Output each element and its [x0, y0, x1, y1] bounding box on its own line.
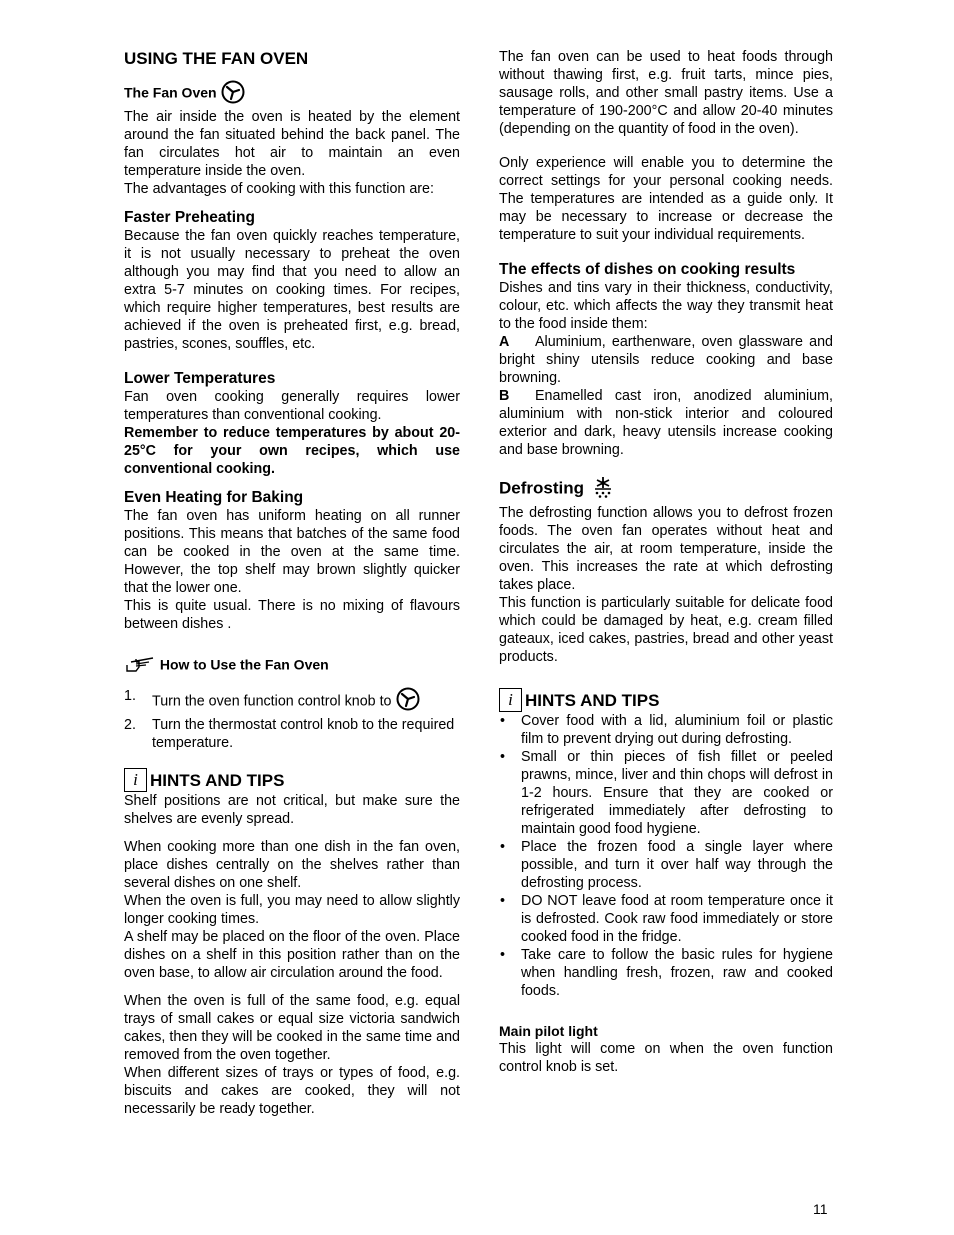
effects-item-b: [499, 387, 833, 459]
hints-paragraph-1: Shelf positions are not critical, but make sure the shelves are evenly spread.: [124, 793, 460, 827]
item-text: Enamelled cast iron, anodized aluminium, aluminium with non-stick interior and coloured exterior and dark, heavy utensils increase cooking and base browning.: [499, 388, 833, 458]
pilot-light-paragraph: This light will come on when the oven function control knob is set.: [499, 1041, 833, 1075]
hints-heading-right: [499, 688, 833, 712]
even-heating-paragraph-1: The fan oven has uniform heating on all runner positions. This means that batches of the same food can be cooked in the oven at the same time. However, the top shelf may brown slightly quicker that the lower one.: [124, 508, 460, 596]
fan-oven-paragraph-2: The advantages of cooking with this function are:: [124, 181, 434, 197]
hints-paragraph-2: When cooking more than one dish in the fan oven, place dishes centrally on the shelves rather than several dishes on one shelf.: [124, 839, 460, 891]
fan-oven-heading: [124, 80, 460, 108]
faster-preheating-heading: Faster Preheating: [124, 209, 255, 226]
fan-symbol-icon: [395, 687, 421, 716]
item-text: Aluminium, earthenware, oven glassware and bright shiny utensils reduce cooking and base browning.: [499, 334, 833, 386]
fan-oven-paragraph-1: The air inside the oven is heated by the element around the fan situated behind the back panel. The fan circulates hot air to maintain an even temperature inside the oven.: [124, 109, 460, 179]
how-to-heading-text: How to Use the Fan Oven: [159, 656, 329, 673]
item-letter: A: [499, 334, 510, 350]
defrost-hints-list: [499, 712, 833, 1000]
defrosting-heading: [499, 475, 833, 504]
how-to-heading: [124, 655, 460, 677]
right-column: [499, 48, 833, 1076]
hints-heading-left: [124, 768, 460, 792]
defrosting-heading-text: Defrosting: [499, 478, 584, 498]
defrosting-paragraph-1: The defrosting function allows you to defrost frozen foods. The oven fan operates without heat and circulates the air, at room temperature, inside the oven. This increases the rate at which defrosting takes place.: [499, 505, 833, 593]
effects-heading: The effects of dishes on cooking results: [499, 261, 796, 278]
even-heating-heading: Even Heating for Baking: [124, 489, 304, 506]
how-to-step: [124, 716, 460, 752]
list-item: • Place the frozen food a single layer where possible, and turn it over half way through the defrosting process.: [499, 838, 833, 892]
hints-paragraph-6: When different sizes of trays or types of food, e.g. biscuits and cakes are cooked, they will not necessarily be ready together.: [124, 1065, 460, 1117]
faster-preheating-paragraph: Because the fan oven quickly reaches temperature, it is not usually necessary to preheat the oven although you may find that you need to allow an extra 5-7 minutes on cooking times. For recipes, which require higher temperatures, best results are achieved if the oven is preheated first, e.g. bread, pastries, scones, souffles, etc.: [124, 228, 460, 352]
list-item: • Cover food with a lid, aluminium foil or plastic film to prevent drying out during defrosting.: [499, 712, 833, 748]
how-to-step: [124, 687, 460, 716]
effects-intro: Dishes and tins vary in their thickness, conductivity, colour, etc. which affects the way they transmit heat to the food inside them:: [499, 280, 833, 332]
hints-paragraph-5: When the oven is full of the same food, e.g. equal trays of small cakes or equal size victoria sandwich cakes, then they will be cooked in the same time and removed from the oven together.: [124, 993, 460, 1063]
step-number: 2.: [124, 717, 136, 733]
hints-title: HINTS AND TIPS: [150, 771, 285, 790]
hints-paragraph-3: When the oven is full, you may need to allow slightly longer cooking times.: [124, 893, 460, 927]
how-to-steps: [124, 687, 460, 752]
hints-title: HINTS AND TIPS: [525, 691, 660, 710]
even-heating-paragraph-2: This is quite usual. There is no mixing of flavours between dishes .: [124, 598, 460, 632]
reheat-paragraph: The fan oven can be used to heat foods through without thawing first, e.g. fruit tarts, mince pies, sausage rolls, and other small pastry items. Use a temperature of 190-200°C and allow 20-40 minutes (depending on the quantity of food in the oven).: [499, 49, 833, 137]
item-letter: B: [499, 388, 510, 404]
lower-temperatures-paragraph: Fan oven cooking generally requires lower temperatures than conventional cooking.: [124, 389, 460, 423]
pointing-hand-icon: [124, 655, 156, 677]
lower-temperatures-heading: Lower Temperatures: [124, 370, 276, 387]
pilot-light-heading: Main pilot light: [499, 1023, 598, 1039]
defrosting-paragraph-2: This function is particularly suitable for delicate food which could be damaged by heat, e.g. cream filled gateaux, iced cakes, pastries, bread and other yeast products.: [499, 595, 833, 665]
lower-temperatures-warning: Remember to reduce temperatures by about 20- 25°C for your own recipes, which use conventional cooking.: [124, 425, 460, 477]
experience-paragraph: Only experience will enable you to determine the correct settings for your personal cooking needs. The temperatures are intended as a guide only. It may be necessary to increase or decrease the temperature to suit your individual requirements.: [499, 155, 833, 243]
hints-paragraph-4: A shelf may be placed on the floor of the oven. Place dishes on a shelf in this position rather than on the oven base, to allow air circulation around the food.: [124, 929, 460, 981]
list-item: • Take care to follow the basic rules for hygiene when handling fresh, frozen, raw and cooked foods.: [499, 946, 833, 1000]
defrost-snowflake-icon: [588, 475, 618, 504]
fan-oven-heading-text: The Fan Oven: [124, 84, 217, 101]
info-icon: i: [499, 688, 522, 712]
list-item: • DO NOT leave food at room temperature once it is defrosted. Cook raw food immediately or store cooked food in the fridge.: [499, 892, 833, 946]
page-title: USING THE FAN OVEN: [124, 49, 309, 68]
page-number: 11: [813, 1201, 828, 1217]
step-text: Turn the oven function control knob to: [152, 693, 392, 710]
step-text: Turn the thermostat control knob to the required temperature.: [152, 717, 455, 751]
fan-symbol-icon: [220, 80, 246, 108]
info-icon: i: [124, 768, 147, 792]
left-column: [124, 48, 460, 1118]
step-number: 1.: [124, 688, 136, 704]
list-item: • Small or thin pieces of fish fillet or peeled prawns, mince, liver and thin chops will defrost in 1-2 hours. Ensure that they are cooked or refrigerated immediately after defrosting to maintain good food hygiene.: [499, 748, 833, 838]
effects-item-a: [499, 333, 833, 387]
